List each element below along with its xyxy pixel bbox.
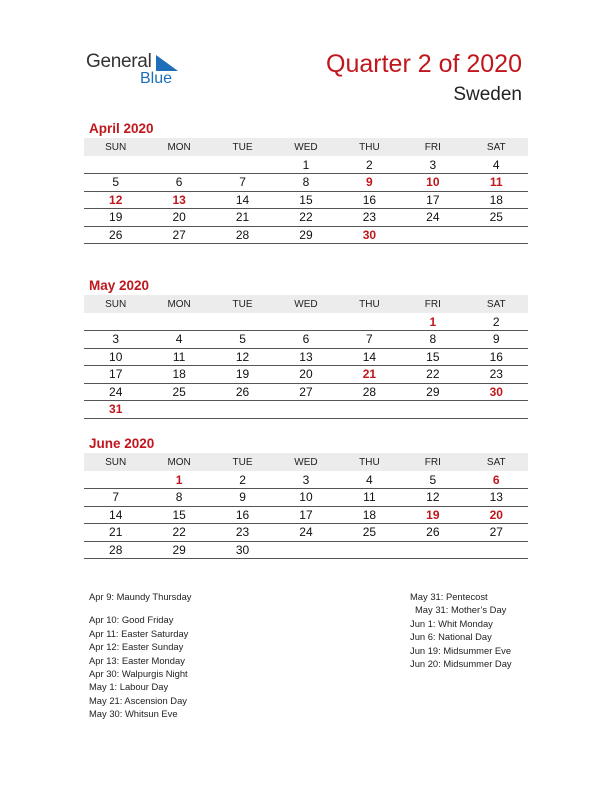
- day-cell: 25: [465, 209, 528, 227]
- day-cell: 22: [147, 524, 210, 542]
- week-row: [84, 156, 528, 174]
- day-cell: 3: [401, 156, 464, 174]
- holiday-list-left: [89, 590, 191, 721]
- day-cell: 16: [465, 348, 528, 366]
- week-row: [84, 191, 528, 209]
- day-cell: 7: [211, 174, 274, 192]
- day-cell: 1: [401, 313, 464, 331]
- country-name: Sweden: [453, 84, 522, 105]
- day-cell: 18: [147, 366, 210, 384]
- weekday-header: SAT: [465, 295, 528, 313]
- calendar-grid: [84, 138, 528, 244]
- week-row: [84, 366, 528, 384]
- day-cell: 5: [84, 174, 147, 192]
- day-cell: 11: [338, 489, 401, 507]
- day-cell: 15: [147, 506, 210, 524]
- empty-day-cell: [465, 401, 528, 419]
- empty-day-cell: [274, 401, 337, 419]
- day-cell: 17: [401, 191, 464, 209]
- day-cell: 13: [274, 348, 337, 366]
- day-cell: 30: [465, 383, 528, 401]
- weekday-header: SUN: [84, 453, 147, 471]
- holiday-list-right: [410, 590, 512, 670]
- weekday-header: THU: [338, 453, 401, 471]
- calendar-grid: [84, 453, 528, 559]
- day-cell: 18: [338, 506, 401, 524]
- day-cell: 28: [211, 226, 274, 244]
- empty-day-cell: [401, 226, 464, 244]
- weekday-header: FRI: [401, 138, 464, 156]
- day-cell: 16: [211, 506, 274, 524]
- week-row: [84, 331, 528, 349]
- day-cell: 13: [147, 191, 210, 209]
- empty-day-cell: [465, 226, 528, 244]
- day-cell: 10: [401, 174, 464, 192]
- week-row: [84, 226, 528, 244]
- holiday-note: Apr 9: Maundy Thursday: [89, 591, 192, 602]
- day-cell: 12: [401, 489, 464, 507]
- holiday-note: Apr 13: Easter Monday: [89, 654, 185, 666]
- holiday-note: May 21: Ascension Day: [89, 694, 187, 706]
- day-cell: 26: [401, 524, 464, 542]
- day-cell: 4: [465, 156, 528, 174]
- calendar-grid: [84, 295, 528, 419]
- weekday-header: SUN: [84, 138, 147, 156]
- day-cell: 14: [211, 191, 274, 209]
- day-cell: 26: [211, 383, 274, 401]
- logo-general-text: General: [86, 51, 152, 72]
- day-cell: 30: [211, 541, 274, 559]
- day-cell: 7: [338, 331, 401, 349]
- day-cell: 3: [274, 471, 337, 489]
- day-cell: 23: [211, 524, 274, 542]
- holiday-note: Jun 6: National Day: [410, 631, 492, 643]
- empty-day-cell: [84, 156, 147, 174]
- day-cell: 30: [338, 226, 401, 244]
- day-cell: 2: [338, 156, 401, 174]
- empty-day-cell: [147, 313, 210, 331]
- day-cell: 28: [338, 383, 401, 401]
- day-cell: 8: [147, 489, 210, 507]
- month-may: [84, 278, 528, 419]
- day-cell: 25: [338, 524, 401, 542]
- day-cell: 10: [84, 348, 147, 366]
- day-cell: 8: [401, 331, 464, 349]
- day-cell: 20: [465, 506, 528, 524]
- empty-day-cell: [401, 541, 464, 559]
- day-cell: 29: [274, 226, 337, 244]
- week-row: [84, 209, 528, 227]
- day-cell: 21: [338, 366, 401, 384]
- day-cell: 27: [147, 226, 210, 244]
- day-cell: 27: [274, 383, 337, 401]
- day-cell: 17: [274, 506, 337, 524]
- holiday-note: Jun 20: Midsummer Day: [410, 658, 512, 670]
- day-cell: 6: [274, 331, 337, 349]
- empty-day-cell: [465, 541, 528, 559]
- empty-day-cell: [84, 471, 147, 489]
- weekday-header: FRI: [401, 295, 464, 313]
- month-title: May 2020: [89, 278, 150, 293]
- holiday-note: Apr 10: Good Friday: [89, 614, 174, 626]
- weekday-header: TUE: [211, 295, 274, 313]
- day-cell: 12: [211, 348, 274, 366]
- weekday-header: TUE: [211, 138, 274, 156]
- holiday-note: May 30: Whitsun Eve: [89, 708, 178, 720]
- week-row: [84, 383, 528, 401]
- day-cell: 20: [147, 209, 210, 227]
- logo-blue-text: Blue: [140, 70, 173, 87]
- day-cell: 19: [84, 209, 147, 227]
- day-cell: 14: [84, 506, 147, 524]
- weekday-header: SAT: [465, 453, 528, 471]
- holiday-note: Jun 19: Midsummer Eve: [410, 644, 512, 656]
- empty-day-cell: [211, 401, 274, 419]
- day-cell: 23: [338, 209, 401, 227]
- empty-day-cell: [338, 401, 401, 419]
- week-row: [84, 506, 528, 524]
- day-cell: 17: [84, 366, 147, 384]
- empty-day-cell: [84, 313, 147, 331]
- holiday-note: Jun 1: Whit Monday: [410, 617, 493, 629]
- day-cell: 4: [338, 471, 401, 489]
- day-cell: 29: [147, 541, 210, 559]
- holiday-note: May 31: Mother’s Day: [415, 604, 507, 616]
- month-april: [84, 121, 528, 244]
- empty-day-cell: [274, 541, 337, 559]
- weekday-header: MON: [147, 138, 210, 156]
- holiday-note: Apr 12: Easter Sunday: [89, 641, 184, 653]
- week-row: [84, 524, 528, 542]
- generalblue-logo: [86, 51, 186, 91]
- day-cell: 11: [465, 174, 528, 192]
- day-cell: 10: [274, 489, 337, 507]
- empty-day-cell: [338, 541, 401, 559]
- day-cell: 6: [465, 471, 528, 489]
- empty-day-cell: [147, 156, 210, 174]
- week-row: [84, 541, 528, 559]
- month-title: April 2020: [89, 121, 154, 136]
- day-cell: 5: [211, 331, 274, 349]
- logo-triangle-icon: [156, 55, 178, 71]
- day-cell: 7: [84, 489, 147, 507]
- day-cell: 21: [84, 524, 147, 542]
- weekday-header: TUE: [211, 453, 274, 471]
- empty-day-cell: [274, 313, 337, 331]
- day-cell: 15: [274, 191, 337, 209]
- weekday-header: THU: [338, 138, 401, 156]
- day-cell: 26: [84, 226, 147, 244]
- day-cell: 9: [338, 174, 401, 192]
- day-cell: 25: [147, 383, 210, 401]
- day-cell: 19: [211, 366, 274, 384]
- weekday-header: WED: [274, 138, 337, 156]
- day-cell: 2: [465, 313, 528, 331]
- day-cell: 2: [211, 471, 274, 489]
- weekday-header: SAT: [465, 138, 528, 156]
- empty-day-cell: [401, 401, 464, 419]
- day-cell: 14: [338, 348, 401, 366]
- day-cell: 20: [274, 366, 337, 384]
- week-row: [84, 348, 528, 366]
- week-row: [84, 489, 528, 507]
- day-cell: 1: [147, 471, 210, 489]
- day-cell: 1: [274, 156, 337, 174]
- day-cell: 19: [401, 506, 464, 524]
- day-cell: 15: [401, 348, 464, 366]
- weekday-header: WED: [274, 453, 337, 471]
- weekday-header: MON: [147, 295, 210, 313]
- day-cell: 21: [211, 209, 274, 227]
- day-cell: 22: [274, 209, 337, 227]
- day-cell: 9: [465, 331, 528, 349]
- month-title: June 2020: [89, 436, 155, 451]
- day-cell: 18: [465, 191, 528, 209]
- day-cell: 13: [465, 489, 528, 507]
- holiday-note: Apr 30: Walpurgis Night: [89, 668, 188, 680]
- holiday-note: May 1: Labour Day: [89, 681, 169, 693]
- day-cell: 3: [84, 331, 147, 349]
- weekday-header: FRI: [401, 453, 464, 471]
- day-cell: 27: [465, 524, 528, 542]
- day-cell: 22: [401, 366, 464, 384]
- day-cell: 11: [147, 348, 210, 366]
- day-cell: 24: [274, 524, 337, 542]
- weekday-header: WED: [274, 295, 337, 313]
- month-june: [84, 436, 528, 559]
- day-cell: 4: [147, 331, 210, 349]
- week-row: [84, 313, 528, 331]
- empty-day-cell: [211, 313, 274, 331]
- empty-day-cell: [211, 156, 274, 174]
- day-cell: 12: [84, 191, 147, 209]
- day-cell: 24: [84, 383, 147, 401]
- empty-day-cell: [147, 401, 210, 419]
- page-title: Quarter 2 of 2020: [326, 50, 522, 78]
- week-row: [84, 401, 528, 419]
- day-cell: 29: [401, 383, 464, 401]
- day-cell: 16: [338, 191, 401, 209]
- day-cell: 6: [147, 174, 210, 192]
- empty-day-cell: [338, 313, 401, 331]
- day-cell: 23: [465, 366, 528, 384]
- week-row: [84, 174, 528, 192]
- weekday-header: SUN: [84, 295, 147, 313]
- day-cell: 9: [211, 489, 274, 507]
- weekday-header: THU: [338, 295, 401, 313]
- week-row: [84, 471, 528, 489]
- holiday-note: Apr 11: Easter Saturday: [89, 627, 189, 639]
- holiday-note: May 31: Pentecost: [410, 591, 488, 602]
- day-cell: 28: [84, 541, 147, 559]
- day-cell: 24: [401, 209, 464, 227]
- day-cell: 5: [401, 471, 464, 489]
- weekday-header: MON: [147, 453, 210, 471]
- day-cell: 31: [84, 401, 147, 419]
- day-cell: 8: [274, 174, 337, 192]
